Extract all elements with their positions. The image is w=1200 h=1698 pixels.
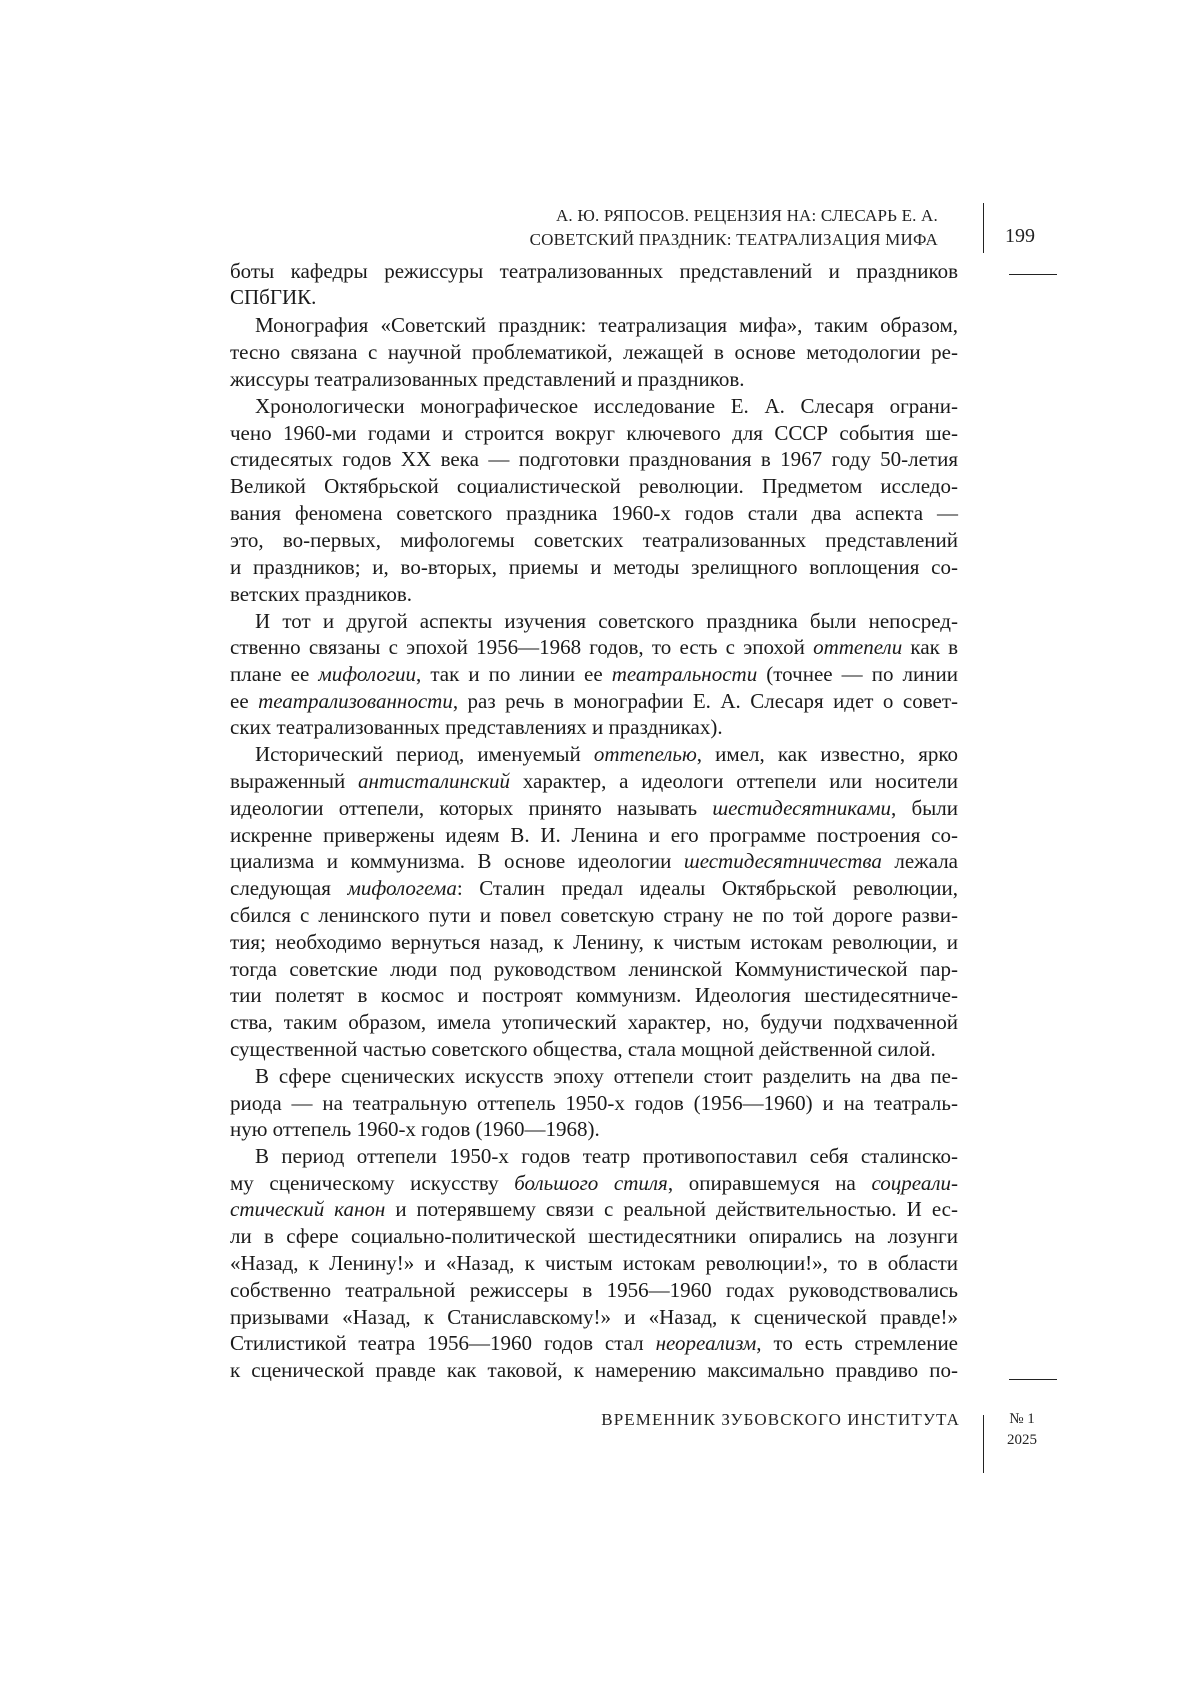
text-line [230, 500, 958, 526]
text-line [230, 1196, 958, 1222]
text-run: циализма и коммунизма. В основе идеологии [230, 849, 684, 873]
text-line [230, 420, 958, 446]
text-line [230, 527, 958, 553]
text-line [230, 688, 958, 714]
text-line [230, 258, 958, 284]
text-run: ную оттепель 1960-х годов (1960—1968). [230, 1117, 600, 1141]
footer-vertical-rule [983, 1415, 984, 1473]
italic-term: театрализованности [258, 689, 453, 713]
text-run: , имел, как известно, ярко [696, 742, 958, 766]
text-run: призывами «Назад, к Станиславскому!» и «Назад, к сценической правде!» [230, 1305, 958, 1329]
text-line [230, 634, 958, 660]
header-title-line-1: А. Ю. РЯПОСОВ. РЕЦЕНЗИЯ НА: СЛЕСАРЬ Е. А. [555, 206, 938, 225]
text-line [255, 393, 958, 419]
text-line [230, 366, 745, 392]
issue-info [1002, 1409, 1042, 1451]
text-line [255, 608, 958, 634]
text-line [230, 1357, 958, 1383]
text-run: , раз речь в монографии Е. А. Слесаря идет о совет- [452, 689, 958, 713]
text-line [230, 1116, 600, 1142]
text-line [230, 1304, 958, 1330]
text-line [230, 982, 958, 1008]
text-run: тии полетят в космос и построят коммунизм. Идеология шестидесятниче- [230, 983, 958, 1007]
text-run: боты кафедры режиссуры театрализованных представлений и праздников [230, 259, 958, 283]
text-line [230, 661, 958, 687]
text-run: , были [891, 796, 958, 820]
text-run: Хронологически монографическое исследование Е. А. Слесаря ограни- [255, 394, 958, 418]
text-line [230, 554, 958, 580]
text-run: Стилистикой театра 1956—1960 годов стал [230, 1331, 656, 1355]
text-run: тия; необходимо вернуться назад, к Ленину, к чистым истокам революции, и [230, 930, 958, 954]
text-line [230, 1009, 958, 1035]
text-run: чено 1960-ми годами и строится вокруг ключевого для СССР события ше- [230, 421, 958, 445]
text-line [230, 795, 958, 821]
text-run: сбился с ленинского пути и повел советскую страну не по той дороге разви- [230, 903, 958, 927]
text-line [230, 1090, 958, 1116]
text-run: Монография «Советский праздник: театрализация мифа», таким образом, [255, 313, 958, 337]
text-run: И тот и другой аспекты изучения советского праздника были непосред- [255, 609, 958, 633]
text-run: Исторический период, именуемый [255, 742, 594, 766]
text-run: , опиравшемуся на [667, 1171, 872, 1195]
text-run: : Сталин предал идеалы Октябрьской революции, [456, 876, 959, 900]
text-run: ственно связаны с эпохой 1956—1968 годов, то есть с эпохой [230, 635, 814, 659]
italic-term: антисталинский [358, 769, 511, 793]
text-run: и праздников; и, во-вторых, приемы и методы зрелищного воплощения со- [230, 555, 958, 579]
italic-term: мифологема [347, 876, 457, 900]
text-run: В сфере сценических искусств эпоху оттепели стоит разделить на два пе- [255, 1064, 958, 1088]
text-run: , то есть стремление [756, 1331, 959, 1355]
text-run: Великой Октябрьской социалистической революции. Предметом исследо- [230, 474, 958, 498]
text-run: му сценическому искусству [230, 1171, 515, 1195]
text-line [230, 875, 958, 901]
text-line [255, 741, 958, 767]
text-run: как в [902, 635, 958, 659]
italic-term: большого стиля [514, 1171, 668, 1195]
text-run: ли в сфере социально-политической шестидесятники опирались на лозунги [230, 1224, 958, 1248]
italic-term: шестидесятничества [683, 849, 882, 873]
text-line [255, 1143, 958, 1169]
italic-term: неореализм [655, 1331, 757, 1355]
text-line [230, 1170, 958, 1196]
italic-term: мифологии [318, 662, 417, 686]
page-number: 199 [1005, 225, 1035, 247]
text-run: к сценической правде как таковой, к намерению максимально правдиво по- [230, 1358, 958, 1382]
text-line [230, 1223, 958, 1249]
text-run: , так и по линии ее [416, 662, 612, 686]
issue-year: 2025 [1007, 1432, 1037, 1448]
header-horizontal-rule [1009, 274, 1057, 275]
italic-term: соцреали- [871, 1171, 958, 1195]
header-title-line-2: СОВЕТСКИЙ ПРАЗДНИК: ТЕАТРАЛИЗАЦИЯ МИФА [529, 230, 938, 249]
text-line [230, 446, 958, 472]
text-run: существенной частью советского общества, стала мощной действенной силой. [230, 1037, 936, 1061]
text-line [230, 339, 958, 365]
text-run: тесно связана с научной проблематикой, лежащей в основе методологии ре- [230, 340, 958, 364]
text-run: стидесятых годов XX века — подготовки празднования в 1967 году 50-летия [230, 447, 958, 471]
text-line [230, 822, 958, 848]
text-run: ее [230, 689, 259, 713]
text-run: и потерявшему связи с реальной действительностью. И ес- [385, 1197, 958, 1221]
text-line [230, 581, 412, 607]
text-run: ветских праздников. [230, 582, 412, 606]
text-line [230, 956, 958, 982]
text-run: характер, а идеологи оттепели или носители [510, 769, 958, 793]
italic-term: оттепелью [593, 742, 697, 766]
italic-term: стический канон [230, 1197, 386, 1221]
text-line [230, 1330, 958, 1356]
text-run: СПбГИК. [230, 285, 317, 309]
text-run: ских театрализованных представлениях и праздниках). [230, 715, 723, 739]
text-line [230, 473, 958, 499]
text-line [230, 714, 723, 740]
italic-term: шестидесятниками [712, 796, 892, 820]
text-line [230, 1250, 958, 1276]
text-run: идеологии оттепели, которых принято называть [230, 796, 713, 820]
text-run: ства, таким образом, имела утопический характер, но, будучи подхваченной [230, 1010, 958, 1034]
text-run: плане ее [230, 662, 319, 686]
footer-horizontal-rule [1009, 1379, 1057, 1380]
text-run: (точнее — по линии [757, 662, 958, 686]
journal-title: ВРЕМЕННИК ЗУБОВСКОГО ИНСТИТУТА [601, 1410, 960, 1429]
text-line [230, 1277, 958, 1303]
text-run: тогда советские люди под руководством ленинской Коммунистической пар- [230, 957, 958, 981]
text-run: «Назад, к Ленину!» и «Назад, к чистым истокам революции!», то в области [230, 1251, 958, 1275]
header-vertical-rule [983, 203, 984, 253]
issue-number: № 1 [1009, 1411, 1035, 1427]
text-run: выраженный [230, 769, 358, 793]
italic-term: театральности [611, 662, 758, 686]
text-line [230, 1036, 936, 1062]
text-line [230, 902, 958, 928]
text-line [255, 312, 958, 338]
text-run: жиссуры театрализованных представлений и праздников. [230, 367, 745, 391]
text-run: искренне привержены идеям В. И. Ленина и его программе построения со- [230, 823, 958, 847]
text-line [230, 929, 958, 955]
italic-term: оттепели [813, 635, 903, 659]
text-run: В период оттепели 1950-х годов театр противопоставил себя сталинско- [255, 1144, 958, 1168]
text-run: лежала [881, 849, 958, 873]
text-line [230, 768, 958, 794]
text-run: вания феномена советского праздника 1960-х годов стали два аспекта — [230, 501, 958, 525]
text-run: собственно театральной режиссеры в 1956—1960 годах руководствовались [230, 1278, 958, 1302]
text-run: это, во-первых, мифологемы советских театрализованных представлений [230, 528, 958, 552]
text-run: следующая [230, 876, 348, 900]
text-run: риода — на театральную оттепель 1950-х годов (1956—1960) и на театраль- [230, 1091, 958, 1115]
text-line [255, 1063, 958, 1089]
text-line [230, 848, 958, 874]
text-line [230, 284, 316, 310]
